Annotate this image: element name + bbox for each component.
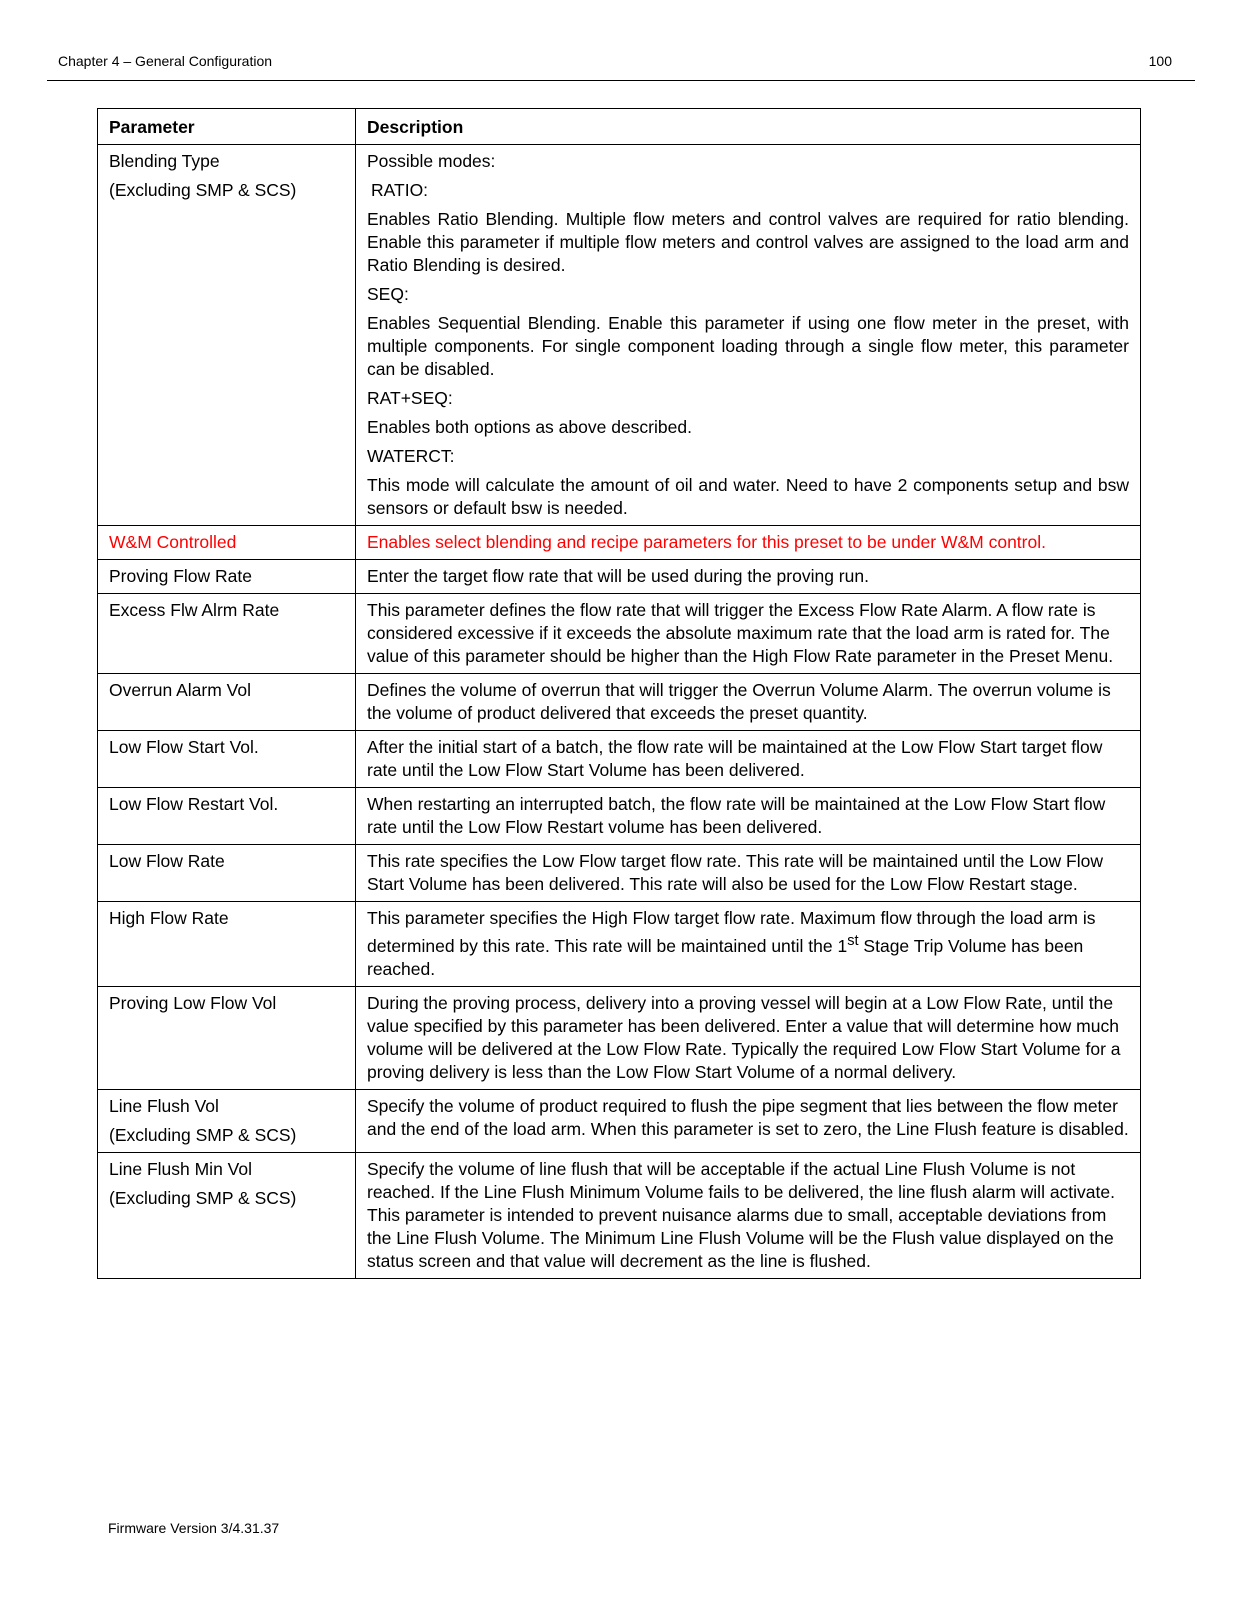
description-cell (356, 145, 1141, 526)
modes-intro: Possible modes: (367, 151, 496, 171)
table-row (98, 594, 1141, 674)
parameter-name: Low Flow Restart Vol. (98, 788, 356, 845)
chapter-title: Chapter 4 – General Configuration (58, 53, 273, 69)
parameter-name: Excess Flw Alrm Rate (98, 594, 356, 674)
parameter-name: Line Flush Vol (109, 1095, 219, 1116)
mode-label-seq: SEQ: (367, 284, 409, 304)
table-row (98, 902, 1141, 987)
mode-text-seq: Enables Sequential Blending. Enable this parameter if using one flow meter in the preset, with multiple components. For single component loading through a single flow meter, this parameter can be disabled. (367, 313, 1129, 379)
description-cell (356, 902, 1141, 987)
description-cell: Defines the volume of overrun that will trigger the Overrun Volume Alarm. The overrun volume is the volume of product delivered that exceeds the preset quantity. (356, 674, 1141, 731)
description-cell: When restarting an interrupted batch, the flow rate will be maintained at the Low Flow Start flow rate until the Low Flow Restart volume has been delivered. (356, 788, 1141, 845)
table-row (98, 145, 1141, 526)
parameter-name: High Flow Rate (98, 902, 356, 987)
parameter-name: Overrun Alarm Vol (98, 674, 356, 731)
table-row (98, 674, 1141, 731)
page-number: 100 (1148, 53, 1172, 69)
table-row (98, 1089, 1141, 1152)
parameter-name: W&M Controlled (98, 526, 356, 560)
parameter-name: Blending Type (109, 151, 220, 171)
column-header-parameter: Parameter (98, 109, 356, 145)
table-header-row (98, 109, 1141, 145)
mode-text-watercut: This mode will calculate the amount of oil and water. Need to have 2 components setup and bsw sensors or default bsw is needed. (367, 475, 1129, 518)
description-cell: After the initial start of a batch, the flow rate will be maintained at the Low Flow Start target flow rate until the Low Flow Start Volume has been delivered. (356, 731, 1141, 788)
page-header (47, 50, 1195, 81)
mode-text-ratseq: Enables both options as above described. (367, 417, 692, 437)
description-cell: Specify the volume of line flush that will be acceptable if the actual Line Flush Volume is not reached. If the Line Flush Minimum Volume fails to be delivered, the line flush alarm will activate. This parameter is intended to prevent nuisance alarms due to small, acceptable deviations from the Line Flush Volume. The Minimum Line Flush Volume will be the Flush value displayed on the status screen and that value will decrement as the line is flushed. (356, 1152, 1141, 1278)
column-header-description: Description (356, 109, 1141, 145)
ordinal-suffix: st (847, 933, 859, 949)
table-row (98, 1152, 1141, 1278)
parameter-name: Line Flush Min Vol (109, 1158, 252, 1179)
description-cell: Specify the volume of product required to flush the pipe segment that lies between the flow meter and the end of the load arm. When this parameter is set to zero, the Line Flush feature is disabled. (356, 1089, 1141, 1152)
mode-label-watercut: WATERCT: (367, 446, 455, 466)
parameter-cell (98, 145, 356, 526)
table-row (98, 986, 1141, 1089)
table-row (98, 526, 1141, 560)
mode-label-ratseq: RAT+SEQ: (367, 388, 453, 408)
firmware-version: Firmware Version 3/4.31.37 (108, 1520, 280, 1536)
description-text: This parameter specifies the High Flow target flow rate. Maximum flow through the load arm is determined by this rate. This rate will be maintained until the 1 (367, 908, 1096, 956)
table-row (98, 788, 1141, 845)
parameter-note: (Excluding SMP & SCS) (109, 180, 297, 200)
parameter-note: (Excluding SMP & SCS) (109, 1187, 297, 1208)
table-row (98, 731, 1141, 788)
description-cell: This rate specifies the Low Flow target flow rate. This rate will be maintained until the Low Flow Start Volume has been delivered. This rate will also be used for the Low Flow Restart stage. (356, 845, 1141, 902)
parameter-name: Proving Low Flow Vol (98, 986, 356, 1089)
parameter-note: (Excluding SMP & SCS) (109, 1124, 297, 1145)
description-cell: This parameter defines the flow rate that will trigger the Excess Flow Rate Alarm. A flow rate is considered excessive if it exceeds the absolute maximum rate that the load arm is rated for. The value of this parameter should be higher than the High Flow Rate parameter in the Preset Menu. (356, 594, 1141, 674)
mode-text-ratio: Enables Ratio Blending. Multiple flow meters and control valves are required for ratio blending. Enable this parameter if multiple flow meters and control valves are assigned to the load arm and Ratio Blending is desired. (367, 209, 1129, 275)
parameter-cell (98, 1152, 356, 1278)
table-row (98, 845, 1141, 902)
description-text: Stage Trip Volume has been reached. (367, 935, 1084, 979)
parameter-name: Proving Flow Rate (98, 560, 356, 594)
description-cell: Enter the target flow rate that will be used during the proving run. (356, 560, 1141, 594)
mode-label-ratio: RATIO: (371, 180, 429, 200)
parameter-name: Low Flow Start Vol. (98, 731, 356, 788)
parameter-name: Low Flow Rate (98, 845, 356, 902)
description-cell: Enables select blending and recipe parameters for this preset to be under W&M control. (356, 526, 1141, 560)
table-row (98, 560, 1141, 594)
parameter-table (97, 108, 1141, 1279)
description-cell: During the proving process, delivery into a proving vessel will begin at a Low Flow Rate, until the value specified by this parameter has been delivered. Enter a value that will determine how much volume will be delivered at the Low Flow Rate. Typically the required Low Flow Start Volume for a proving delivery is less than the Low Flow Start Volume of a normal delivery. (356, 986, 1141, 1089)
parameter-cell (98, 1089, 356, 1152)
